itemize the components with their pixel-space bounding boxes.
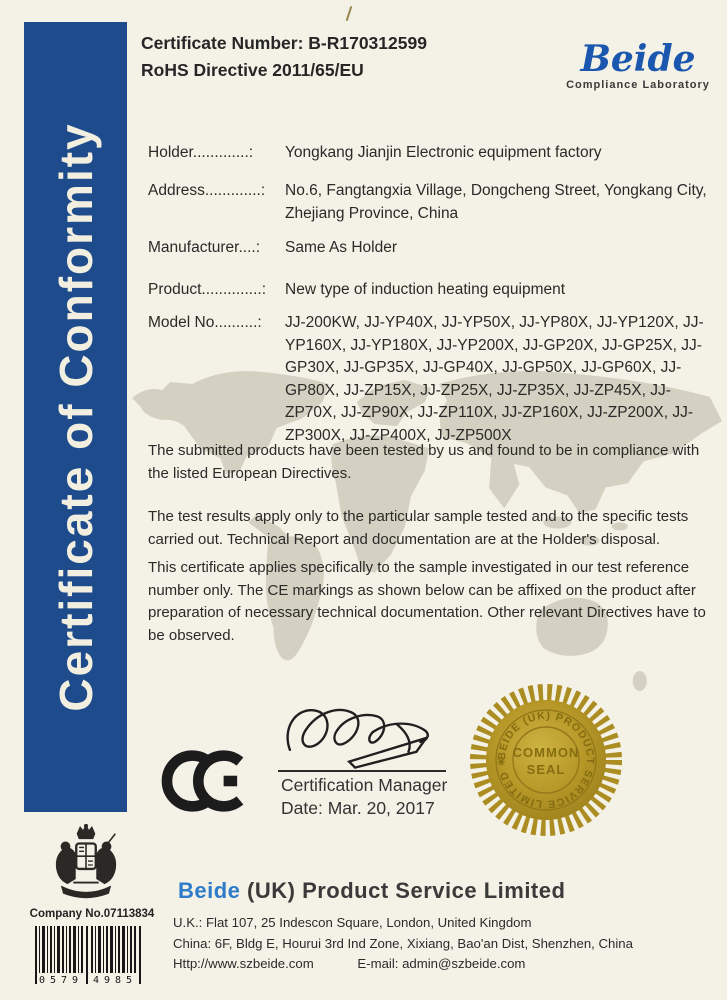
crest-unicorn-head	[102, 842, 111, 851]
beide-logo	[560, 40, 716, 91]
holder-label: Holder.............:	[148, 144, 254, 161]
footer-brand: Beide	[178, 878, 241, 903]
signature-line	[278, 770, 446, 772]
product-value: New type of induction heating equipment	[285, 281, 566, 298]
footer-company-rest: (UK) Product Service Limited	[240, 878, 566, 903]
footer-contact-row	[173, 956, 525, 971]
footer-website: Http://www.szbeide.com	[173, 956, 314, 971]
address-label: Address.............:	[148, 182, 266, 199]
crest-lion	[56, 848, 75, 883]
product-label: Product..............:	[148, 281, 267, 298]
seal-center-line1: COMMON	[512, 745, 580, 760]
compliance-paragraph: The submitted products have been tested by us and found to be in compliance with the listed European Directives.	[148, 442, 700, 482]
directive-line: RoHS Directive 2011/65/EU	[141, 60, 364, 80]
barcode	[33, 926, 143, 988]
model-no-value: JJ-200KW, JJ-YP40X, JJ-YP50X, JJ-YP80X, JJ-YP120X, JJ-YP160X, JJ-YP180X, JJ-YP200X, JJ-GP20X, JJ-GP25X, JJ-GP30X, JJ-GP35X, JJ-GP40X, JJ-GP50X, JJ-GP60X, JJ-GP80X, JJ-ZP15X, JJ-ZP25X, JJ-ZP35X, JJ-ZP45X, JJ-ZP70X, JJ-ZP90X, JJ-ZP110X, JJ-ZP160X, JJ-ZP200X, JJ-ZP300X, JJ-ZP400X, JJ-ZP500X	[285, 314, 704, 444]
signature-loops	[288, 710, 385, 750]
footer-uk-address: U.K.: Flat 107, 25 Indescon Square, London, United Kingdom	[173, 915, 532, 930]
signature-icon	[280, 698, 448, 770]
seal-ring-text: BEIDE (UK) PRODUCT SERVICE LIMITED ✳	[495, 709, 597, 811]
certificate-title: Certificate of Conformity	[49, 122, 102, 712]
seal-center-line2: SEAL	[526, 762, 566, 777]
field-row-holder	[148, 142, 708, 165]
barcode-digits-left: 0579	[38, 975, 84, 986]
crest-motto-banner	[62, 886, 111, 897]
signature-flourish	[349, 738, 426, 768]
footer-company-heading	[178, 878, 565, 904]
certificate-number: Certificate Number: B-R170312599	[141, 33, 427, 53]
field-row-model-no	[148, 312, 708, 447]
barcode-guard-right	[139, 926, 141, 984]
model-no-label: Model No..........:	[148, 314, 262, 331]
ce-mark-icon	[161, 748, 249, 814]
field-row-product	[148, 279, 708, 302]
royal-crest-icon	[44, 822, 128, 908]
crest-unicorn-horn	[108, 834, 115, 843]
footer-china-address: China: 6F, Bldg E, Hourui 3rd Ind Zone, Xixiang, Bao'an Dist, Shenzhen, China	[173, 936, 633, 951]
signature-date: Date: Mar. 20, 2017	[281, 798, 435, 818]
crest-unicorn	[97, 848, 116, 883]
test-results-paragraph: The test results apply only to the particular sample tested and to the specific tests carried out. Technical Report and documentation are at the Holder's disposal.	[148, 508, 689, 548]
field-row-manufacturer	[148, 237, 708, 260]
barcode-digits-right: 4985	[92, 975, 138, 986]
holder-value: Yongkang Jianjin Electronic equipment factory	[285, 144, 602, 161]
field-row-address	[148, 180, 708, 225]
manufacturer-value: Same As Holder	[285, 239, 397, 256]
common-seal	[468, 682, 624, 838]
certificate-header	[141, 30, 427, 84]
certificate-scope-paragraph: This certificate applies specifically to the sample investigated in our test reference number only. The CE markings as shown below can be affixed on the product after preparation of necessary technical documentation. Other relevant Directives have to be observed.	[148, 559, 706, 644]
footer-email: E-mail: admin@szbeide.com	[357, 956, 526, 971]
crest-crown-orb	[84, 824, 87, 827]
barcode-guard-left	[35, 926, 37, 984]
signatory-role: Certification Manager	[281, 775, 448, 795]
crest-lion-head	[61, 842, 70, 851]
company-number: Company No.07113834	[29, 908, 155, 920]
manufacturer-label: Manufacturer....:	[148, 239, 260, 256]
beide-logo-subtitle: Compliance Laboratory	[566, 79, 710, 91]
pen-mark-artifact	[346, 6, 353, 21]
beide-logo-wordmark: Beide	[580, 38, 696, 80]
barcode-guard-center	[86, 926, 88, 984]
address-value: No.6, Fangtangxia Village, Dongcheng Street, Yongkang City, Zhejiang Province, China	[285, 182, 707, 222]
crest-shield-quarters	[76, 844, 96, 869]
